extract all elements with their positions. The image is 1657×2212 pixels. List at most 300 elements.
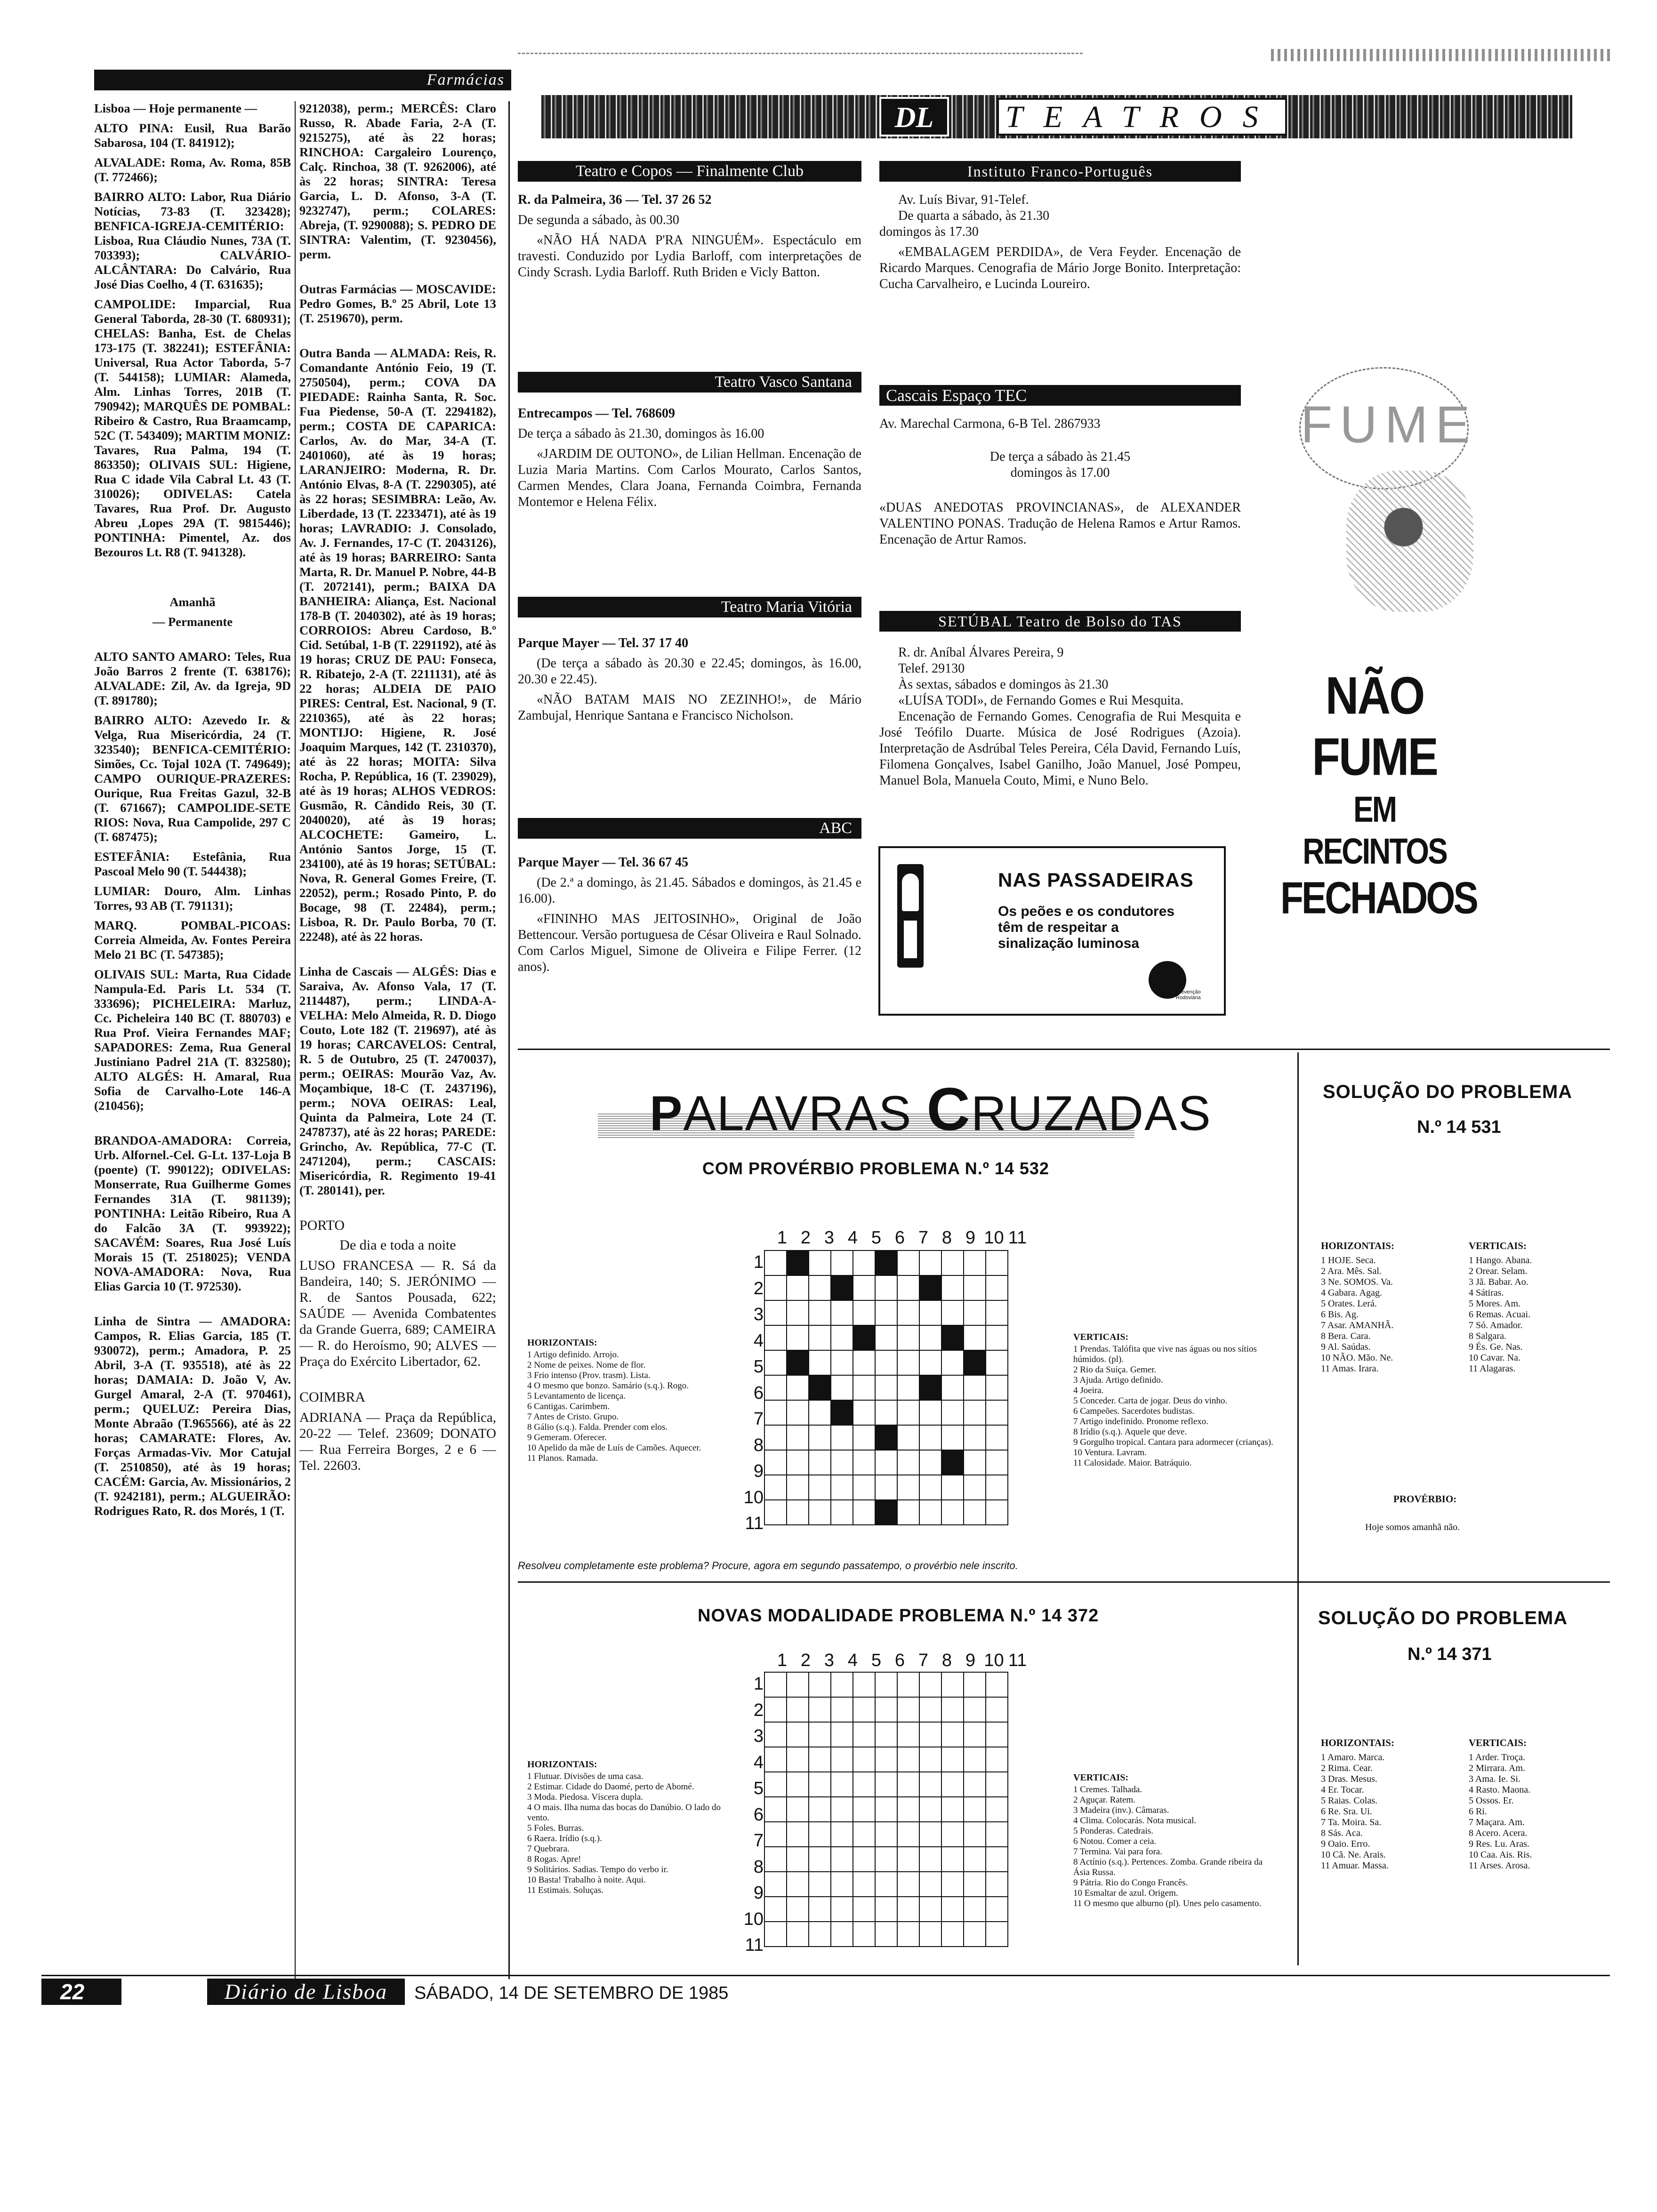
pharmacy-entry: 9212038), perm.; MERCÊS: Claro Russo, R. Abade Faria, 2-A (T. 9215275), até às 22 horas; RINCHOA: Cargaleiro Lourenço, Calç. Rinchoa, 38 (T. 9262006), até às 22 horas; SINTRA: Teresa Garcia, L. D. Afonso, 3-A (T. 9232747), perm.; COLARES: Abreja, (T. 9290088); S. PEDRO DE SINTRA: Valentim, (T. 9230456), perm. [299, 101, 496, 261]
clue-item: 2 Rio da Suíça. Gemer. [1073, 1365, 1157, 1375]
clue-item: 2 Nome de peixes. Nome de flor. [527, 1360, 646, 1370]
grid-cell[interactable] [986, 1922, 1008, 1947]
grid-cell[interactable] [919, 1772, 941, 1797]
porto-text: LUSO FRANCESA — R. Sá da Bandeira, 140; S. JERÓNIMO — R. de Santos Pousada, 622; SAÚDE — Avenida Combatentes da Grande Guerra, 689; CAMEIRA — R. do Heroísmo, 90; ALVES — Praça do Exército Libertador, 62. [299, 1258, 496, 1369]
answer-item: 3 Ne. SOMOS. Va. [1321, 1277, 1393, 1287]
grid-cell[interactable] [986, 1350, 1008, 1375]
grid-cell[interactable] [964, 1897, 986, 1922]
grid-cell[interactable] [764, 1250, 787, 1275]
grid-row-number: 7 [753, 1831, 764, 1851]
answer-item: 7 Maçara. Am. [1469, 1817, 1525, 1827]
grid-cell[interactable] [964, 1375, 986, 1400]
grid-cell[interactable] [986, 1250, 1008, 1275]
grid-cell[interactable] [964, 1425, 986, 1450]
grid-cell[interactable] [787, 1747, 809, 1772]
theatre-header-ifp: Instituto Franco-Português [879, 161, 1241, 182]
grid-cell[interactable] [964, 1872, 986, 1897]
ad-passadeiras-text: Os peões e os condutores têm de respeitar a sinalização luminosa [998, 904, 1175, 951]
grid-cell[interactable] [919, 1722, 941, 1747]
grid-cell[interactable] [764, 1375, 787, 1400]
grid-cell[interactable] [809, 1500, 831, 1525]
grid-cell[interactable] [897, 1772, 919, 1797]
grid-cell[interactable] [853, 1697, 875, 1722]
grid-cell[interactable] [831, 1672, 853, 1697]
grid-cell[interactable] [831, 1747, 853, 1772]
grid-cell[interactable] [875, 1872, 897, 1897]
grid-cell[interactable] [809, 1797, 831, 1822]
answer-item: 7 Ta. Moira. Sa. [1321, 1817, 1382, 1827]
grid-cell[interactable] [986, 1275, 1008, 1300]
grid-cell[interactable] [897, 1250, 919, 1275]
grid-cell[interactable] [853, 1747, 875, 1772]
grid-cell[interactable] [764, 1450, 787, 1475]
grid-cell[interactable] [809, 1400, 831, 1425]
grid-cell[interactable] [964, 1772, 986, 1797]
crossword-2-col-numbers [771, 1648, 1054, 1672]
theatre-hours: De terça a sábado às 21.30, domingos às 16.00 [518, 426, 764, 441]
grid-cell[interactable] [875, 1822, 897, 1847]
crossword-title-rest2: RUZADAS [971, 1086, 1212, 1141]
grid-cell[interactable] [787, 1275, 809, 1300]
grid-cell[interactable] [787, 1325, 809, 1350]
grid-cell[interactable] [875, 1400, 897, 1425]
grid-cell[interactable] [875, 1450, 897, 1475]
theatre-vasco [518, 406, 861, 575]
grid-cell[interactable] [875, 1797, 897, 1822]
grid-cell[interactable] [809, 1300, 831, 1325]
grid-cell[interactable] [964, 1747, 986, 1772]
grid-cell[interactable] [986, 1672, 1008, 1697]
grid-cell[interactable] [919, 1450, 941, 1475]
grid-cell[interactable] [897, 1747, 919, 1772]
clue-item: 9 Pátria. Rio do Congo Francês. [1073, 1878, 1188, 1888]
grid-cell[interactable] [964, 1722, 986, 1747]
clue-item: 6 Raera. Irídio (s.q.). [527, 1834, 602, 1843]
grid-cell[interactable] [941, 1772, 964, 1797]
grid-cell[interactable] [853, 1772, 875, 1797]
crossword-2-subtitle: NOVAS MODALIDADE PROBLEMA N.º 14 372 [698, 1606, 1099, 1626]
solution-1 [1304, 1056, 1605, 1574]
grid-cell[interactable] [831, 1872, 853, 1897]
grid-cell[interactable] [831, 1722, 853, 1747]
pharmacy-entry: CAMPOLIDE: Imparcial, Rua General Taborda, 28-30 (T. 680931); CHELAS: Banha, Est. de Chelas 173-175 (T. 382241); ESTEFÂNIA: Universal, Rua Actor Taborda, 5-7 (T. 544158); LUMIAR: Alameda, Alm. Linhas Torres, 201B (T. 790942); MARQUÊS DE POMBAL: Ribeiro & Castro, Rua Braamcamp, 52C (T. 543409); MARTIM MONIZ: Tavares, Rua Palma, 194 (T. 863350); OLIVAIS SUL: Higiene, Rua C idade Vila Cabral Lt. 43 (T. 310026); ODIVELAS: Catela Tavares, Rua Prof. Dr. Augusto Abreu ,Lopes 29A (T. 9815446); PONTINHA: Pimentel, Az. dos Bezouros Lt. R8 (T. 941328). [94, 297, 291, 559]
grid-cell[interactable] [853, 1350, 875, 1375]
crossword-title-p: P [650, 1086, 684, 1141]
grid-cell[interactable] [764, 1847, 787, 1872]
grid-cell[interactable] [986, 1425, 1008, 1450]
grid-row-number: 3 [753, 1726, 764, 1746]
grid-cell[interactable] [919, 1822, 941, 1847]
grid-cell[interactable] [919, 1747, 941, 1772]
clue-item: 8 Rogas. Apre! [527, 1854, 581, 1864]
grid-cell[interactable] [764, 1475, 787, 1500]
grid-cell[interactable] [941, 1500, 964, 1525]
grid-cell[interactable] [941, 1672, 964, 1697]
grid-cell[interactable] [986, 1797, 1008, 1822]
grid-cell[interactable] [875, 1375, 897, 1400]
grid-cell[interactable] [853, 1250, 875, 1275]
grid-cell[interactable] [853, 1822, 875, 1847]
grid-cell[interactable] [853, 1425, 875, 1450]
clues-heading: VERTICAIS: [1469, 1737, 1527, 1748]
grid-cell[interactable] [853, 1797, 875, 1822]
answer-item: 3 Ama. Ie. Si. [1469, 1774, 1520, 1784]
grid-cell[interactable] [941, 1797, 964, 1822]
grid-cell[interactable] [941, 1847, 964, 1872]
grid-cell[interactable] [897, 1897, 919, 1922]
grid-cell[interactable] [787, 1672, 809, 1697]
grid-cell[interactable] [941, 1922, 964, 1947]
grid-cell[interactable] [831, 1475, 853, 1500]
grid-column-number: 4 [847, 1651, 858, 1670]
grid-cell[interactable] [919, 1500, 941, 1525]
grid-cell[interactable] [809, 1350, 831, 1375]
grid-cell[interactable] [809, 1872, 831, 1897]
grid-black-cell [809, 1375, 831, 1400]
grid-cell[interactable] [986, 1400, 1008, 1425]
grid-cell[interactable] [787, 1300, 809, 1325]
grid-cell[interactable] [986, 1897, 1008, 1922]
grid-cell[interactable] [809, 1772, 831, 1797]
grid-cell[interactable] [941, 1897, 964, 1922]
grid-cell[interactable] [986, 1772, 1008, 1797]
grid-cell[interactable] [964, 1275, 986, 1300]
teatros-title [997, 98, 1287, 136]
clues-heading: HORIZONTAIS: [1321, 1737, 1394, 1748]
grid-cell[interactable] [919, 1475, 941, 1500]
grid-cell[interactable] [964, 1822, 986, 1847]
theatre-address: Av. Luís Bivar, 91-Telef. [898, 192, 1029, 207]
grid-cell[interactable] [897, 1325, 919, 1350]
grid-column-number: 2 [800, 1228, 811, 1248]
grid-cell[interactable] [897, 1822, 919, 1847]
grid-cell[interactable] [875, 1922, 897, 1947]
grid-cell[interactable] [986, 1500, 1008, 1525]
grid-cell[interactable] [764, 1400, 787, 1425]
crossword-2-grid [764, 1672, 1008, 1947]
grid-cell[interactable] [787, 1872, 809, 1897]
grid-cell[interactable] [897, 1400, 919, 1425]
grid-cell[interactable] [919, 1897, 941, 1922]
grid-cell[interactable] [853, 1375, 875, 1400]
ad-passadeiras-logo-text: Prevenção Rodoviária [1176, 989, 1201, 1001]
grid-cell[interactable] [787, 1722, 809, 1747]
grid-cell[interactable] [831, 1897, 853, 1922]
grid-cell[interactable] [897, 1375, 919, 1400]
grid-cell[interactable] [941, 1475, 964, 1500]
grid-cell[interactable] [875, 1325, 897, 1350]
clue-item: 11 Estimais. Soluças. [527, 1885, 603, 1895]
grid-cell[interactable] [831, 1772, 853, 1797]
grid-cell[interactable] [764, 1350, 787, 1375]
answer-item: 2 Ara. Mês. Sal. [1321, 1266, 1382, 1276]
grid-cell[interactable] [897, 1350, 919, 1375]
grid-cell[interactable] [809, 1425, 831, 1450]
grid-cell[interactable] [809, 1897, 831, 1922]
solution-2-title: SOLUÇÃO DO PROBLEMA [1318, 1608, 1568, 1628]
answer-item: 8 Bera. Cara. [1321, 1331, 1371, 1341]
grid-cell[interactable] [831, 1300, 853, 1325]
grid-cell[interactable] [787, 1400, 809, 1425]
grid-black-cell [964, 1350, 986, 1375]
grid-cell[interactable] [764, 1797, 787, 1822]
grid-cell[interactable] [986, 1872, 1008, 1897]
clue-list [1073, 1785, 1280, 1909]
grid-cell[interactable] [831, 1375, 853, 1400]
grid-cell[interactable] [919, 1325, 941, 1350]
grid-cell[interactable] [964, 1325, 986, 1350]
answer-item: 9 Al. Saúdas. [1321, 1342, 1371, 1352]
grid-cell[interactable] [831, 1822, 853, 1847]
grid-black-cell [875, 1425, 897, 1450]
coimbra-text: ADRIANA — Praça da República, 20-22 — Telef. 23609; DONATO — Rua Ferreira Borges, 2 e 6 — Tel. 22603. [299, 1410, 496, 1473]
grid-cell[interactable] [919, 1847, 941, 1872]
grid-cell[interactable] [986, 1475, 1008, 1500]
grid-cell[interactable] [787, 1500, 809, 1525]
grid-cell[interactable] [787, 1772, 809, 1797]
grid-cell[interactable] [831, 1922, 853, 1947]
grid-cell[interactable] [986, 1450, 1008, 1475]
grid-column-number: 11 [1008, 1228, 1027, 1248]
grid-cell[interactable] [919, 1797, 941, 1822]
ad-fume-line1: NÃO FUME [1312, 665, 1437, 786]
grid-cell[interactable] [897, 1697, 919, 1722]
grid-cell[interactable] [787, 1450, 809, 1475]
grid-cell[interactable] [764, 1425, 787, 1450]
grid-cell[interactable] [853, 1475, 875, 1500]
grid-cell[interactable] [787, 1897, 809, 1922]
grid-cell[interactable] [853, 1897, 875, 1922]
grid-cell[interactable] [831, 1450, 853, 1475]
grid-cell[interactable] [787, 1697, 809, 1722]
grid-cell[interactable] [764, 1672, 787, 1697]
grid-cell[interactable] [897, 1672, 919, 1697]
grid-cell[interactable] [919, 1350, 941, 1375]
answer-item: 10 Cavar. Na. [1469, 1353, 1520, 1363]
grid-cell[interactable] [764, 1822, 787, 1847]
grid-cell[interactable] [809, 1747, 831, 1772]
grid-cell[interactable] [875, 1697, 897, 1722]
grid-cell[interactable] [941, 1375, 964, 1400]
grid-cell[interactable] [941, 1697, 964, 1722]
grid-cell[interactable] [853, 1400, 875, 1425]
grid-cell[interactable] [941, 1747, 964, 1772]
clue-item: 10 Ventura. Lavram. [1073, 1448, 1147, 1458]
grid-cell[interactable] [986, 1325, 1008, 1350]
theatre-description: «LUÍSA TODI», de Fernando Gomes e Rui Mesquita. [898, 693, 1184, 708]
grid-cell[interactable] [809, 1697, 831, 1722]
grid-cell[interactable] [764, 1500, 787, 1525]
theatre-description: «NÃO BATAM MAIS NO ZEZINHO!», de Mário Zambujal, Henrique Santana e Francisco Nicholson. [518, 692, 861, 723]
grid-cell[interactable] [764, 1300, 787, 1325]
grid-cell[interactable] [764, 1747, 787, 1772]
grid-cell[interactable] [875, 1275, 897, 1300]
clue-list [1073, 1344, 1280, 1468]
grid-cell[interactable] [875, 1747, 897, 1772]
grid-cell[interactable] [764, 1897, 787, 1922]
grid-cell[interactable] [897, 1300, 919, 1325]
grid-cell[interactable] [809, 1450, 831, 1475]
grid-black-cell [831, 1275, 853, 1300]
grid-cell[interactable] [787, 1475, 809, 1500]
crossword-1-horizontals [527, 1338, 725, 1464]
grid-cell[interactable] [787, 1822, 809, 1847]
grid-cell[interactable] [764, 1772, 787, 1797]
grid-cell[interactable] [941, 1400, 964, 1425]
grid-cell[interactable] [986, 1847, 1008, 1872]
grid-cell[interactable] [897, 1922, 919, 1947]
grid-cell[interactable] [853, 1500, 875, 1525]
crossword-2-horizontals [527, 1759, 725, 1896]
grid-cell[interactable] [897, 1500, 919, 1525]
grid-cell[interactable] [831, 1500, 853, 1525]
grid-cell[interactable] [919, 1400, 941, 1425]
grid-cell[interactable] [897, 1847, 919, 1872]
grid-cell[interactable] [964, 1300, 986, 1325]
grid-black-cell [875, 1500, 897, 1525]
grid-cell[interactable] [897, 1872, 919, 1897]
grid-cell[interactable] [809, 1475, 831, 1500]
clues-heading: VERTICAIS: [1073, 1332, 1129, 1342]
grid-cell[interactable] [897, 1722, 919, 1747]
answer-item: 3 Dras. Mesus. [1321, 1774, 1377, 1784]
crossword-1-footer: Resolveu completamente este problema? Procure, agora em segundo passatempo, o provérbio nele inscrito. [518, 1560, 1018, 1571]
grid-cell[interactable] [941, 1722, 964, 1747]
grid-cell[interactable] [964, 1400, 986, 1425]
grid-cell[interactable] [964, 1672, 986, 1697]
grid-cell[interactable] [897, 1275, 919, 1300]
grid-cell[interactable] [831, 1325, 853, 1350]
grid-cell[interactable] [764, 1325, 787, 1350]
grid-cell[interactable] [986, 1300, 1008, 1325]
clue-item: 9 Solitários. Sadias. Tempo do verbo ir. [527, 1865, 668, 1875]
grid-cell[interactable] [831, 1847, 853, 1872]
grid-cell[interactable] [875, 1897, 897, 1922]
grid-cell[interactable] [897, 1450, 919, 1475]
clue-item: 1 Flutuar. Divisões de uma casa. [527, 1771, 643, 1781]
grid-cell[interactable] [941, 1250, 964, 1275]
grid-cell[interactable] [986, 1747, 1008, 1772]
answer-item: 9 Res. Lu. Aras. [1469, 1839, 1529, 1849]
grid-cell[interactable] [831, 1350, 853, 1375]
grid-cell[interactable] [875, 1672, 897, 1697]
answer-item: 5 Raias. Colas. [1321, 1795, 1377, 1806]
grid-cell[interactable] [919, 1672, 941, 1697]
grid-cell[interactable] [853, 1872, 875, 1897]
grid-cell[interactable] [831, 1425, 853, 1450]
grid-cell[interactable] [964, 1797, 986, 1822]
grid-cell[interactable] [809, 1672, 831, 1697]
grid-column-number: 1 [777, 1228, 788, 1248]
grid-cell[interactable] [853, 1847, 875, 1872]
theatre-description: «FININHO MAS JEITOSINHO», Original de João Bettencour. Versão portuguesa de César Oliveira e Raul Solnado. Com Carlos Miguel, Simone de Oliveira e Filipe Ferrer. (12 anos). [518, 912, 861, 974]
grid-cell[interactable] [787, 1797, 809, 1822]
grid-cell[interactable] [986, 1375, 1008, 1400]
answer-item: 8 Sás. Aca. [1321, 1828, 1363, 1838]
grid-cell[interactable] [986, 1697, 1008, 1722]
grid-column-number: 3 [824, 1228, 835, 1248]
grid-cell[interactable] [875, 1772, 897, 1797]
grid-cell[interactable] [831, 1250, 853, 1275]
grid-cell[interactable] [787, 1425, 809, 1450]
grid-cell[interactable] [919, 1922, 941, 1947]
grid-cell[interactable] [964, 1450, 986, 1475]
grid-cell[interactable] [941, 1350, 964, 1375]
grid-cell[interactable] [809, 1250, 831, 1275]
grid-cell[interactable] [831, 1697, 853, 1722]
grid-cell[interactable] [875, 1475, 897, 1500]
grid-cell[interactable] [919, 1300, 941, 1325]
grid-cell[interactable] [764, 1275, 787, 1300]
grid-cell[interactable] [941, 1300, 964, 1325]
grid-cell[interactable] [875, 1722, 897, 1747]
grid-cell[interactable] [986, 1722, 1008, 1747]
grid-cell[interactable] [941, 1822, 964, 1847]
grid-cell[interactable] [853, 1672, 875, 1697]
grid-cell[interactable] [897, 1797, 919, 1822]
permanente-heading: — Permanente [153, 615, 233, 629]
answer-item: 8 Acero. Acera. [1469, 1828, 1528, 1838]
grid-cell[interactable] [986, 1822, 1008, 1847]
grid-cell[interactable] [897, 1425, 919, 1450]
grid-cell[interactable] [809, 1922, 831, 1947]
clue-item: 5 Ponderas. Catedrais. [1073, 1826, 1153, 1836]
grid-cell[interactable] [809, 1275, 831, 1300]
grid-cell[interactable] [875, 1350, 897, 1375]
issue-date: SÁBADO, 14 DE SETEMBRO DE 1985 [414, 1983, 729, 2003]
grid-cell[interactable] [919, 1872, 941, 1897]
grid-cell[interactable] [897, 1475, 919, 1500]
grid-cell[interactable] [853, 1450, 875, 1475]
grid-cell[interactable] [809, 1847, 831, 1872]
grid-cell[interactable] [964, 1475, 986, 1500]
grid-cell[interactable] [787, 1922, 809, 1947]
grid-cell[interactable] [764, 1872, 787, 1897]
grid-cell[interactable] [764, 1722, 787, 1747]
grid-cell[interactable] [787, 1847, 809, 1872]
theatre-address: Parque Mayer — Tel. 36 67 45 [518, 855, 689, 870]
grid-cell[interactable] [787, 1375, 809, 1400]
grid-cell[interactable] [809, 1722, 831, 1747]
grid-cell[interactable] [853, 1275, 875, 1300]
grid-cell[interactable] [831, 1797, 853, 1822]
answer-item: 10 Cã. Ne. Arais. [1321, 1850, 1386, 1860]
grid-cell[interactable] [964, 1697, 986, 1722]
grid-cell[interactable] [764, 1922, 787, 1947]
grid-cell[interactable] [809, 1325, 831, 1350]
grid-cell[interactable] [941, 1872, 964, 1897]
grid-cell[interactable] [964, 1847, 986, 1872]
grid-cell[interactable] [964, 1922, 986, 1947]
grid-cell[interactable] [919, 1250, 941, 1275]
grid-cell[interactable] [919, 1697, 941, 1722]
grid-cell[interactable] [764, 1697, 787, 1722]
solution-1-title: SOLUÇÃO DO PROBLEMA [1323, 1082, 1573, 1102]
theatre-header-setubal: SETÚBAL Teatro de Bolso do TAS [879, 611, 1241, 632]
grid-cell[interactable] [941, 1275, 964, 1300]
grid-cell[interactable] [809, 1822, 831, 1847]
grid-cell[interactable] [853, 1922, 875, 1947]
grid-cell[interactable] [853, 1722, 875, 1747]
crossword-1 [518, 1052, 1295, 1584]
grid-cell[interactable] [853, 1300, 875, 1325]
grid-cell[interactable] [919, 1425, 941, 1450]
grid-cell[interactable] [941, 1425, 964, 1450]
grid-cell[interactable] [875, 1300, 897, 1325]
grid-cell[interactable] [875, 1847, 897, 1872]
grid-cell[interactable] [964, 1500, 986, 1525]
grid-cell[interactable] [964, 1250, 986, 1275]
